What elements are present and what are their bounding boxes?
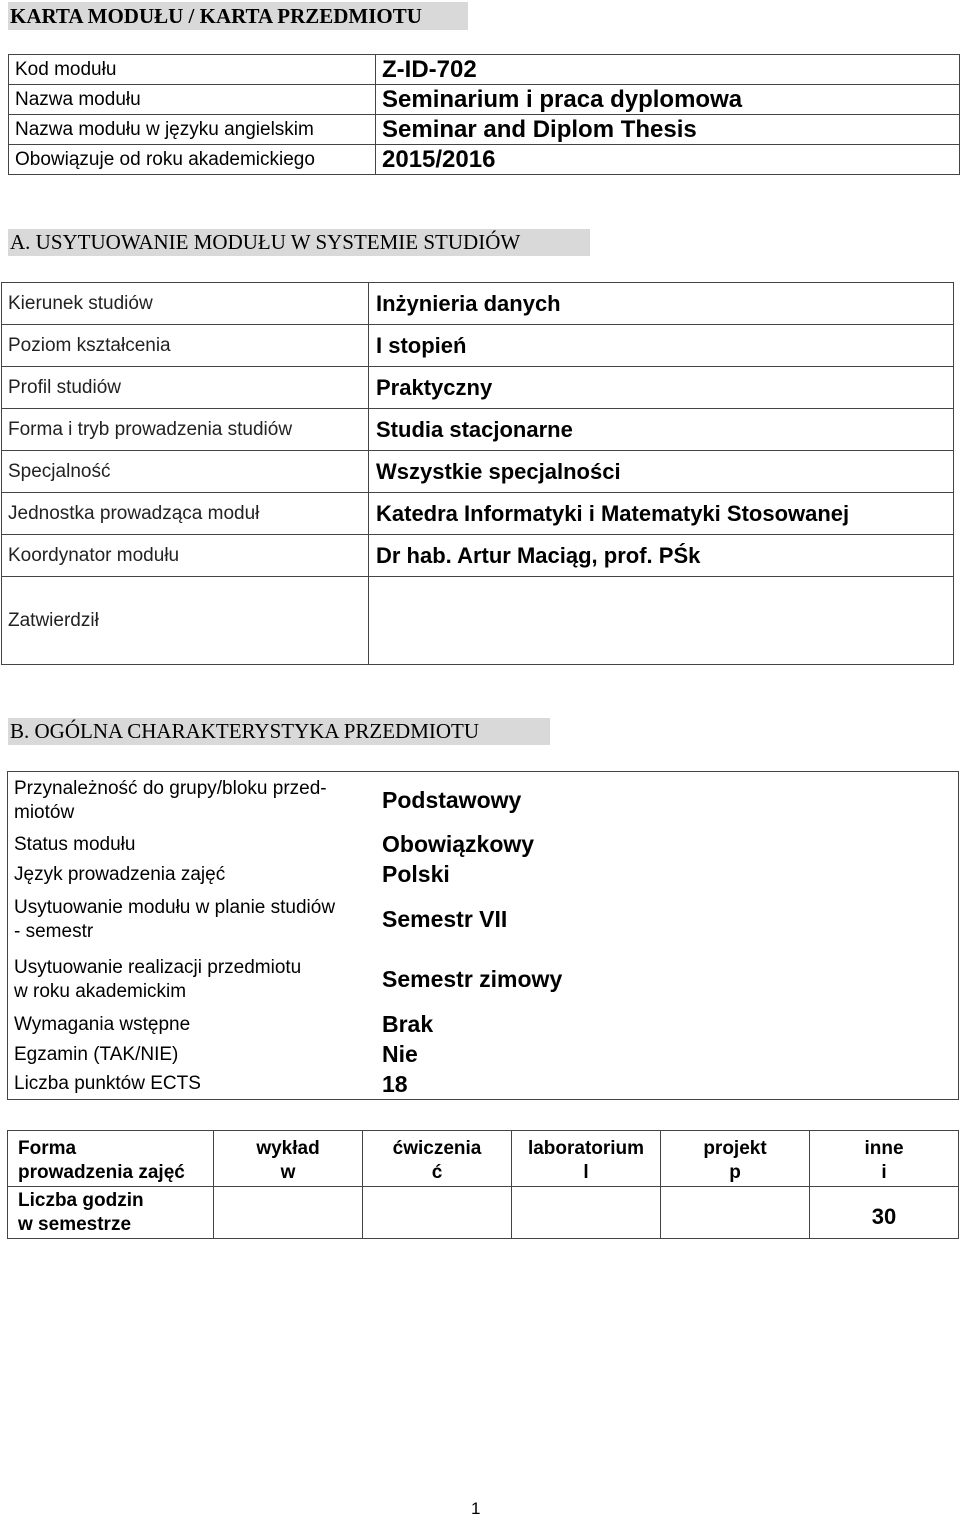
study-mode-label: Forma i tryb prowadzenia studiów: [2, 409, 369, 451]
semester-plan-row: [8, 890, 959, 950]
study-profile-value: Praktyczny: [369, 367, 954, 409]
language-row: [8, 860, 959, 890]
specialty-label: Specjalność: [2, 451, 369, 493]
semester-plan-label-line1: Usytuowanie modułu w planie studiów: [14, 896, 336, 918]
module-info-table: [8, 54, 960, 175]
form-header: [8, 1131, 214, 1187]
specialty-value: Wszystkie specjalności: [369, 451, 954, 493]
section-b-title: B. OGÓLNA CHARAKTERYSTYKA PRZEDMIOTU: [8, 718, 550, 745]
coordinator-value: Dr hab. Artur Maciąg, prof. PŚk: [369, 535, 954, 577]
field-of-study-label: Kierunek studiów: [2, 283, 369, 325]
module-name-en-row: [9, 115, 960, 145]
field-of-study-value: Inżynieria danych: [369, 283, 954, 325]
language-value: Polski: [382, 861, 450, 887]
laboratory-header: [512, 1131, 661, 1187]
realization-label-line2: w roku akademickim: [14, 980, 187, 1002]
group-value: Podstawowy: [382, 787, 522, 814]
approved-value: [369, 577, 954, 665]
page-number: 1: [471, 1499, 481, 1518]
exam-value: Nie: [382, 1041, 418, 1067]
study-mode-row: [2, 409, 954, 451]
unit-value: Katedra Informatyki i Matematyki Stosowanej: [369, 493, 954, 535]
module-status-value: Obowiązkowy: [382, 831, 535, 857]
approved-row: [2, 577, 954, 665]
hours-label: [8, 1187, 214, 1239]
exam-row: [8, 1040, 959, 1070]
unit-label: Jednostka prowadząca moduł: [2, 493, 369, 535]
module-name-en-value: Seminar and Diplom Thesis: [376, 115, 960, 145]
exam-label: Egzamin (TAK/NIE): [14, 1043, 179, 1065]
lecture-hours: [214, 1187, 363, 1239]
coordinator-label: Koordynator modułu: [2, 535, 369, 577]
other-header-line1: inne: [864, 1138, 904, 1159]
coordinator-row: [2, 535, 954, 577]
semester-plan-label: [8, 890, 377, 950]
academic-year-label: Obowiązuje od roku akademickiego: [9, 145, 376, 175]
study-profile-label: Profil studiów: [2, 367, 369, 409]
other-header: [810, 1131, 959, 1187]
study-level-row: [2, 325, 954, 367]
realization-label: [8, 950, 377, 1010]
group-label: [8, 772, 377, 830]
exercises-header-line2: ć: [431, 1162, 443, 1183]
prerequisites-value: Brak: [382, 1011, 434, 1037]
realization-label-line1: Usytuowanie realizacji przedmiotu: [14, 956, 302, 978]
semester-plan-label-line2: - semestr: [14, 920, 94, 942]
laboratory-header-line2: l: [583, 1162, 589, 1183]
academic-year-value: 2015/2016: [376, 145, 960, 175]
section-b-table: [7, 771, 959, 1100]
project-header: [661, 1131, 810, 1187]
module-name-en-label: Nazwa modułu w języku angielskim: [9, 115, 376, 145]
realization-value: Semestr zimowy: [382, 966, 563, 992]
exercises-header: [363, 1131, 512, 1187]
group-label-line2: miotów: [14, 801, 75, 823]
ects-value: 18: [382, 1070, 408, 1097]
document-title: KARTA MODUŁU / KARTA PRZEDMIOTU: [8, 2, 468, 30]
study-profile-row: [2, 367, 954, 409]
approved-label: Zatwierdził: [2, 577, 369, 665]
hours-label-line1: Liczba godzin: [18, 1189, 144, 1211]
module-code-row: [9, 55, 960, 85]
module-name-label: Nazwa modułu: [9, 85, 376, 115]
hours-table: [7, 1130, 959, 1239]
hours-header-row: [8, 1131, 959, 1187]
study-mode-value: Studia stacjonarne: [369, 409, 954, 451]
project-header-line2: p: [729, 1162, 741, 1183]
module-status-label: Status modułu: [14, 833, 136, 855]
section-a-table: [1, 282, 954, 665]
study-level-label: Poziom kształcenia: [2, 325, 369, 367]
project-hours: [661, 1187, 810, 1239]
module-code-label: Kod modułu: [9, 55, 376, 85]
prerequisites-row: [8, 1010, 959, 1040]
form-header-line2: prowadzenia zajęć: [18, 1162, 185, 1183]
ects-row: [8, 1070, 959, 1100]
specialty-row: [2, 451, 954, 493]
ects-label: Liczba punktów ECTS: [14, 1073, 201, 1095]
academic-year-row: [9, 145, 960, 175]
lecture-header-line2: w: [280, 1162, 296, 1183]
study-level-value: I stopień: [369, 325, 954, 367]
other-header-line2: i: [881, 1162, 887, 1183]
laboratory-header-line1: laboratorium: [527, 1138, 645, 1159]
module-code-value: Z-ID-702: [376, 55, 960, 85]
group-row: [8, 772, 959, 830]
laboratory-hours: [512, 1187, 661, 1239]
realization-row: [8, 950, 959, 1010]
section-a-title: A. USYTUOWANIE MODUŁU W SYSTEMIE STUDIÓW: [8, 229, 590, 256]
module-name-row: [9, 85, 960, 115]
module-name-value: Seminarium i praca dyplomowa: [376, 85, 960, 115]
semester-plan-value: Semestr VII: [382, 906, 508, 932]
lecture-header: [214, 1131, 363, 1187]
form-header-line1: Forma: [18, 1138, 77, 1159]
module-status-row: [8, 830, 959, 860]
lecture-header-line1: wykład: [256, 1138, 320, 1159]
hours-label-line2: w semestrze: [18, 1213, 132, 1235]
hours-value-row: [8, 1187, 959, 1239]
other-hours: 30: [810, 1187, 959, 1239]
field-of-study-row: [2, 283, 954, 325]
group-label-line1: Przynależność do grupy/bloku przed-: [14, 777, 327, 799]
project-header-line1: projekt: [703, 1138, 767, 1159]
exercises-hours: [363, 1187, 512, 1239]
language-label: Język prowadzenia zajęć: [14, 863, 226, 885]
exercises-header-line1: ćwiczenia: [392, 1138, 482, 1159]
unit-row: [2, 493, 954, 535]
prerequisites-label: Wymagania wstępne: [14, 1013, 191, 1035]
